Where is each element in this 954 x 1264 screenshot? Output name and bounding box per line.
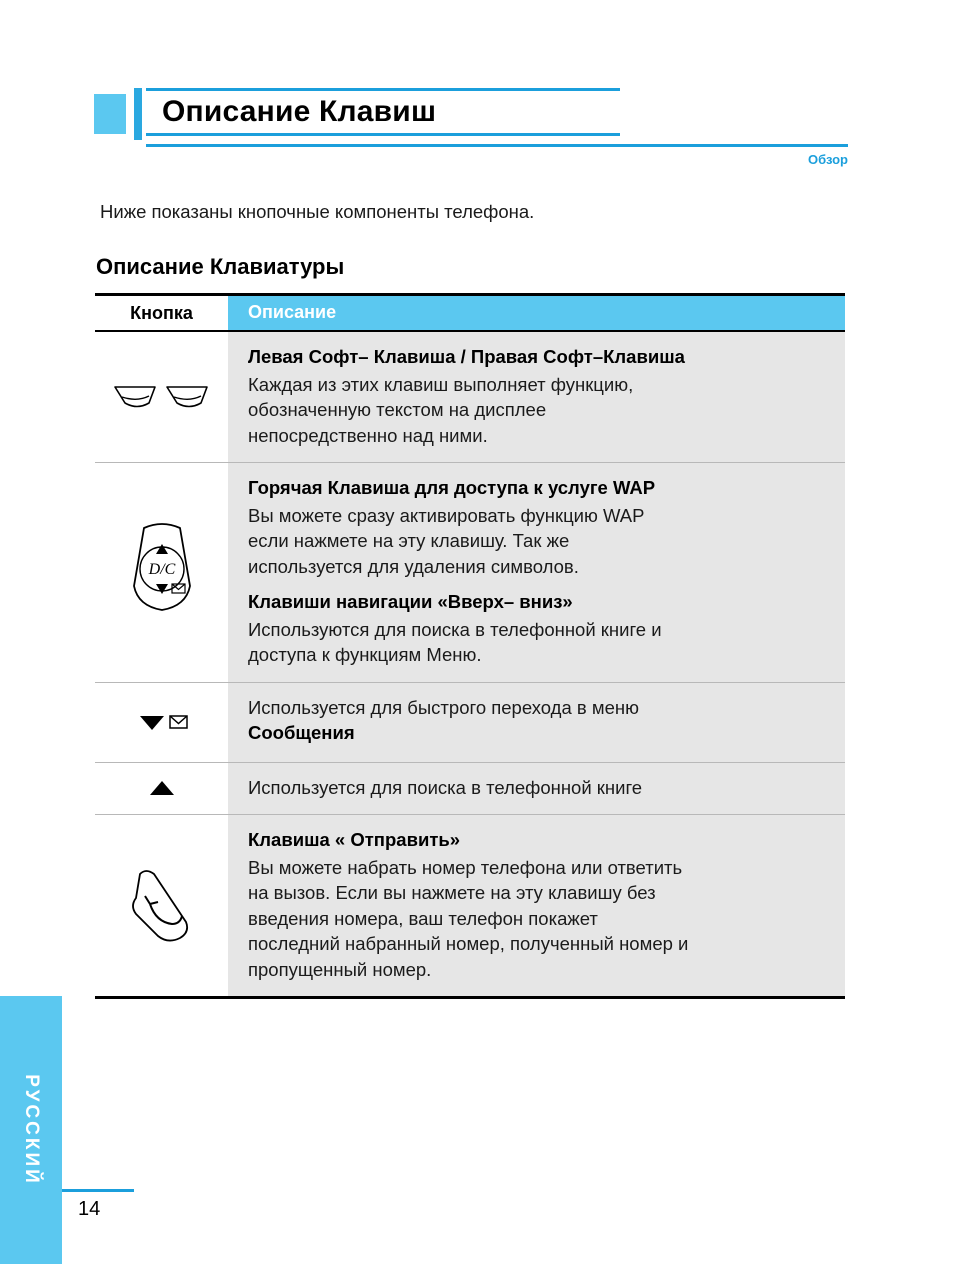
table-row: [95, 683, 845, 763]
desc-line: последний набранный номер, полученный номер и: [248, 933, 689, 955]
table-row: [95, 815, 845, 996]
table-header-desc-cell: [228, 296, 845, 330]
desc-line: обозначенную текстом на дисплее: [248, 399, 547, 421]
desc-title: Левая Софт– Клавиша / Правая Софт–Клавиша: [248, 346, 685, 367]
table-cell-key: [95, 683, 228, 762]
section-subheading: Описание Клавиатуры: [96, 254, 345, 279]
desc-line: если нажмете на эту клавишу. Так же: [248, 530, 570, 552]
table-cell-key: [95, 815, 228, 996]
desc-line: Используется для быстрого перехода в меню: [248, 696, 639, 718]
send-key-icon: [95, 815, 228, 996]
table-header-desc-label: Описание: [248, 302, 337, 322]
wap-navigation-key-icon: [95, 463, 228, 682]
intro-paragraph: Ниже показаны кнопочные компоненты телефона.: [100, 201, 535, 222]
desc-title: Горячая Клавиша для доступа к услуге WAP: [248, 477, 656, 499]
language-side-tab-label: РУССКИЙ: [21, 1074, 42, 1186]
table-cell-key: [95, 763, 228, 815]
table-header-key-cell: [95, 296, 228, 330]
table-header-row: [95, 296, 845, 332]
desc-line: Используется для поиска в телефонной книге: [248, 776, 643, 798]
table-row: [95, 332, 845, 463]
header-accent-square: [94, 94, 126, 134]
header-accent-bar: [134, 88, 142, 140]
table-cell-description: [228, 332, 845, 462]
page-header: [94, 88, 848, 167]
desc-line: пропущенный номер.: [248, 958, 432, 980]
table-cell-key: [95, 332, 228, 462]
desc-title: Клавиша « Отправить»: [248, 829, 461, 851]
desc-title: Сообщения: [248, 722, 355, 744]
keypad-description-table: [95, 293, 845, 999]
table-cell-description: [228, 763, 845, 815]
language-side-tab: [0, 996, 62, 1264]
desc-line: используется для удаления символов.: [248, 555, 579, 577]
up-key-icon: [95, 763, 228, 815]
header-section-label: Обзор: [808, 152, 848, 167]
table-cell-description: [228, 683, 845, 762]
down-message-key-icon: [95, 683, 228, 762]
desc-line: Используются для поиска в телефонной книге и: [248, 618, 662, 640]
table-cell-key: [95, 463, 228, 682]
desc-line: доступа к функциям Меню.: [248, 644, 482, 666]
desc-title: Клавиши навигации «Вверх– вниз»: [248, 591, 573, 613]
page-number: 14: [78, 1198, 101, 1220]
table-row: [95, 463, 845, 683]
desc-line: Каждая из этих клавиш выполняет функцию,: [248, 373, 634, 395]
desc-line: Вы можете сразу активировать функцию WAP: [248, 504, 645, 526]
soft-keys-icon: [95, 332, 228, 462]
table-header-key-label: Кнопка: [130, 302, 193, 323]
desc-line: на вызов. Если вы нажмете на эту клавишу без: [248, 882, 656, 904]
desc-line: введения номера, ваш телефон покажет: [248, 907, 598, 929]
table-cell-description: [228, 463, 845, 682]
header-divider: [146, 144, 848, 147]
table-row: [95, 763, 845, 816]
page-number-rule: [62, 1189, 134, 1192]
page-title: Описание Клавиш: [162, 95, 437, 128]
table-cell-description: [228, 815, 845, 996]
desc-line: непосредственно над ними.: [248, 424, 488, 446]
desc-line: Вы можете набрать номер телефона или ответить: [248, 856, 683, 878]
svg-text:D/C: D/C: [148, 561, 175, 579]
desc-spacer: [248, 579, 829, 589]
